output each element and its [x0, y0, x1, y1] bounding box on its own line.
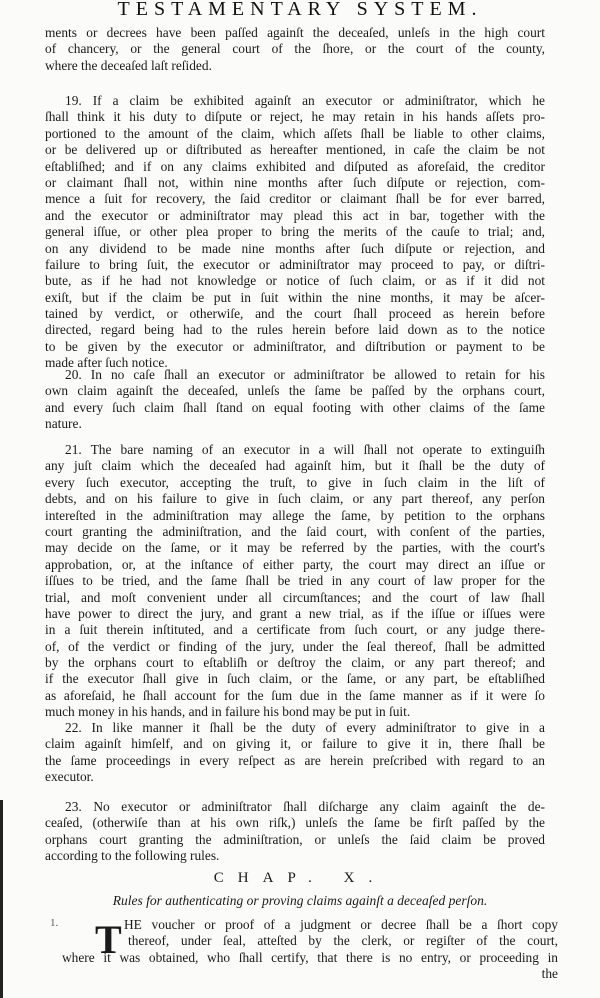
text-line: as aforeſaid, he ſhall account for the ſum due in the ſame manner as if it were ſo: [45, 687, 545, 703]
text-line: if the executor ſhall give in ſuch claim, or the ſame, or any part, be eſtabliſhed: [45, 671, 545, 687]
text-line: every ſuch executor, accepting the truſt, to give in ſuch claim in the liſt of: [45, 474, 545, 490]
catchword: the: [541, 966, 558, 982]
paragraph-section-20: [45, 367, 545, 433]
text-line: 21. The bare naming of an executor in a will ſhall not operate to extinguiſh: [65, 442, 545, 457]
text-line: and every ſuch claim ſhall ſtand on equal footing with other claims of the ſame: [45, 399, 545, 415]
text-line: of, of the verdict or finding of the jury, under the ſeal thereof, ſhall be admitted: [45, 638, 545, 654]
text-line: where it was obtained, who ſhall certify, that there is no entry, or proceeding in: [62, 949, 558, 965]
running-head: TESTAMENTARY SYSTEM.: [117, 0, 483, 20]
text-line: made after ſuch notice.: [45, 355, 168, 371]
section-number: 1.: [50, 917, 59, 929]
chapter-subtitle: Rules for authenticating or proving claims againſt a deceaſed perſon.: [112, 893, 488, 908]
text-line: 23. No executor or adminiſtrator ſhall diſcharge any claim againſt the de-: [65, 799, 545, 814]
text-line: tained by verdict, or otherwiſe, and the court ſhall proceed as herein before: [45, 306, 545, 322]
text-line: directed, regard being had to the rules herein before laid down as to the notice: [45, 322, 545, 338]
text-line: 19. If a claim be exhibited againſt an executor or adminiſtrator, which he: [65, 93, 545, 108]
text-line: ceaſed, (otherwiſe than at his own riſk,) unleſs the ſame be firſt paſſed by the: [45, 815, 545, 831]
text-line: general iſſue, or other plea proper to bring the merits of the cauſe to trial; and,: [45, 224, 545, 240]
text-line: any juſt claim which the deceaſed had againſt him, but it ſhall be the duty of: [45, 458, 545, 474]
text-line: by the orphans court to eſtabliſh or deſtroy the claim, or any part thereof; and: [45, 655, 545, 671]
text-line: HE voucher or proof of a judgment or decree ſhall be a ſhort copy: [124, 917, 558, 932]
text-line: intereſted in the adminiſtration may allege the ſame, by petition to the orphans: [45, 507, 545, 523]
text-line: debts, and on his failure to give in ſuch claim, or any part thereof, any perſon: [45, 491, 545, 507]
text-line: portioned to the amount of the claim, which aſſets ſhall be liable to other claims,: [45, 125, 545, 141]
text-line: and the executor or adminiſtrator may plead this act in bar, together with the: [45, 207, 545, 223]
text-line: court granting the adminiſtration, and the ſaid court, with conſent of the parties,: [45, 523, 545, 539]
text-line: or claimant ſhall not, within nine months after ſuch diſpute or rejection, com-: [45, 174, 545, 190]
paragraph-section-23: [45, 799, 545, 865]
text-line: have power to direct the jury, and grant a new trial, as if the iſſue or iſſues were: [45, 605, 545, 621]
text-line: the ſame proceedings in every reſpect as are herein preſcribed with regard to an: [45, 752, 545, 768]
text-line: 20. In no caſe ſhall an executor or adminiſtrator be allowed to retain for his: [65, 367, 545, 382]
text-line: mence a ſuit for recovery, the ſaid creditor or claimant ſhall be for ever barred,: [45, 191, 545, 207]
text-line: iſſues to be tried, and the ſame ſhall be tried in any court of law proper for the: [45, 573, 545, 589]
text-line: much money in his hands, and in failure his bond may be put in ſuit.: [45, 704, 411, 720]
text-line: exiſt, but if the claim be put in ſuit within the nine months, it may be aſcer-: [45, 289, 545, 305]
text-line: executor.: [45, 769, 94, 785]
text-line: approbation, or, at the inſtance of either party, the court may direct an iſſue or: [45, 556, 545, 572]
paragraph-continuation: [45, 25, 545, 74]
text-line: may decide on the ſame, or it may be referred by the parties, with the court's: [45, 540, 545, 556]
text-line: thereof, under ſeal, atteſted by the clerk, or regiſter of the court,: [128, 933, 558, 949]
text-line: ments or decrees have been paſſed againſt the deceaſed, unleſs in the high court: [45, 25, 545, 40]
paragraph-section-19: [45, 93, 545, 372]
paragraph-section-22: [45, 720, 545, 786]
text-line: ſhall think it his duty to diſpute or reject, he may retain in his hands aſſets pro-: [45, 109, 545, 125]
text-line: claim againſt himſelf, and on giving it, or failure to give it in, there ſhall be: [45, 736, 545, 752]
text-line: according to the following rules.: [45, 848, 220, 864]
text-line: nature.: [45, 416, 82, 432]
drop-cap: T: [95, 917, 122, 962]
text-line: own claim againſt the deceaſed, unleſs the ſame be paſſed by the orphans court,: [45, 383, 545, 399]
text-line: on any dividend to be made nine months after ſuch diſpute or rejection, and: [45, 240, 545, 256]
text-line: of chancery, or the general court of the ſhore, or the court of the county,: [45, 41, 545, 57]
chapter-paragraph-1: [62, 917, 558, 983]
text-line: trial, and moſt convenient under all circumſtances; and the court of law ſhall: [45, 589, 545, 605]
text-line: failure to bring ſuit, the executor or adminiſtrator may proceed to pay, or diſtri-: [45, 256, 545, 272]
chapter-heading: CHAP. X.: [213, 870, 387, 886]
text-line: bute, as if he had not knowledge or notice of ſuch claim, or as if it did not: [45, 273, 545, 289]
paragraph-section-21: [45, 442, 545, 721]
text-line: orphans court granting the adminiſtration, or unleſs the ſaid claim be proved: [45, 831, 545, 847]
text-line: in a ſuit therein inſtituted, and a certificate from ſuch court, or any judge there-: [45, 622, 545, 638]
text-line: 22. In like manner it ſhall be the duty of every adminiſtrator to give in a: [65, 720, 545, 735]
text-line: eſtabliſhed; and if on any claims exhibited and diſputed as aforeſaid, the creditor: [45, 158, 545, 174]
text-line: to be given by the executor or adminiſtrator, and diſtribution or payment to be: [45, 338, 545, 354]
text-line: or be delivered up or diſtributed as hereafter mentioned, in caſe the claim be not: [45, 142, 545, 158]
text-line: where the deceaſed laſt reſided.: [45, 57, 212, 73]
